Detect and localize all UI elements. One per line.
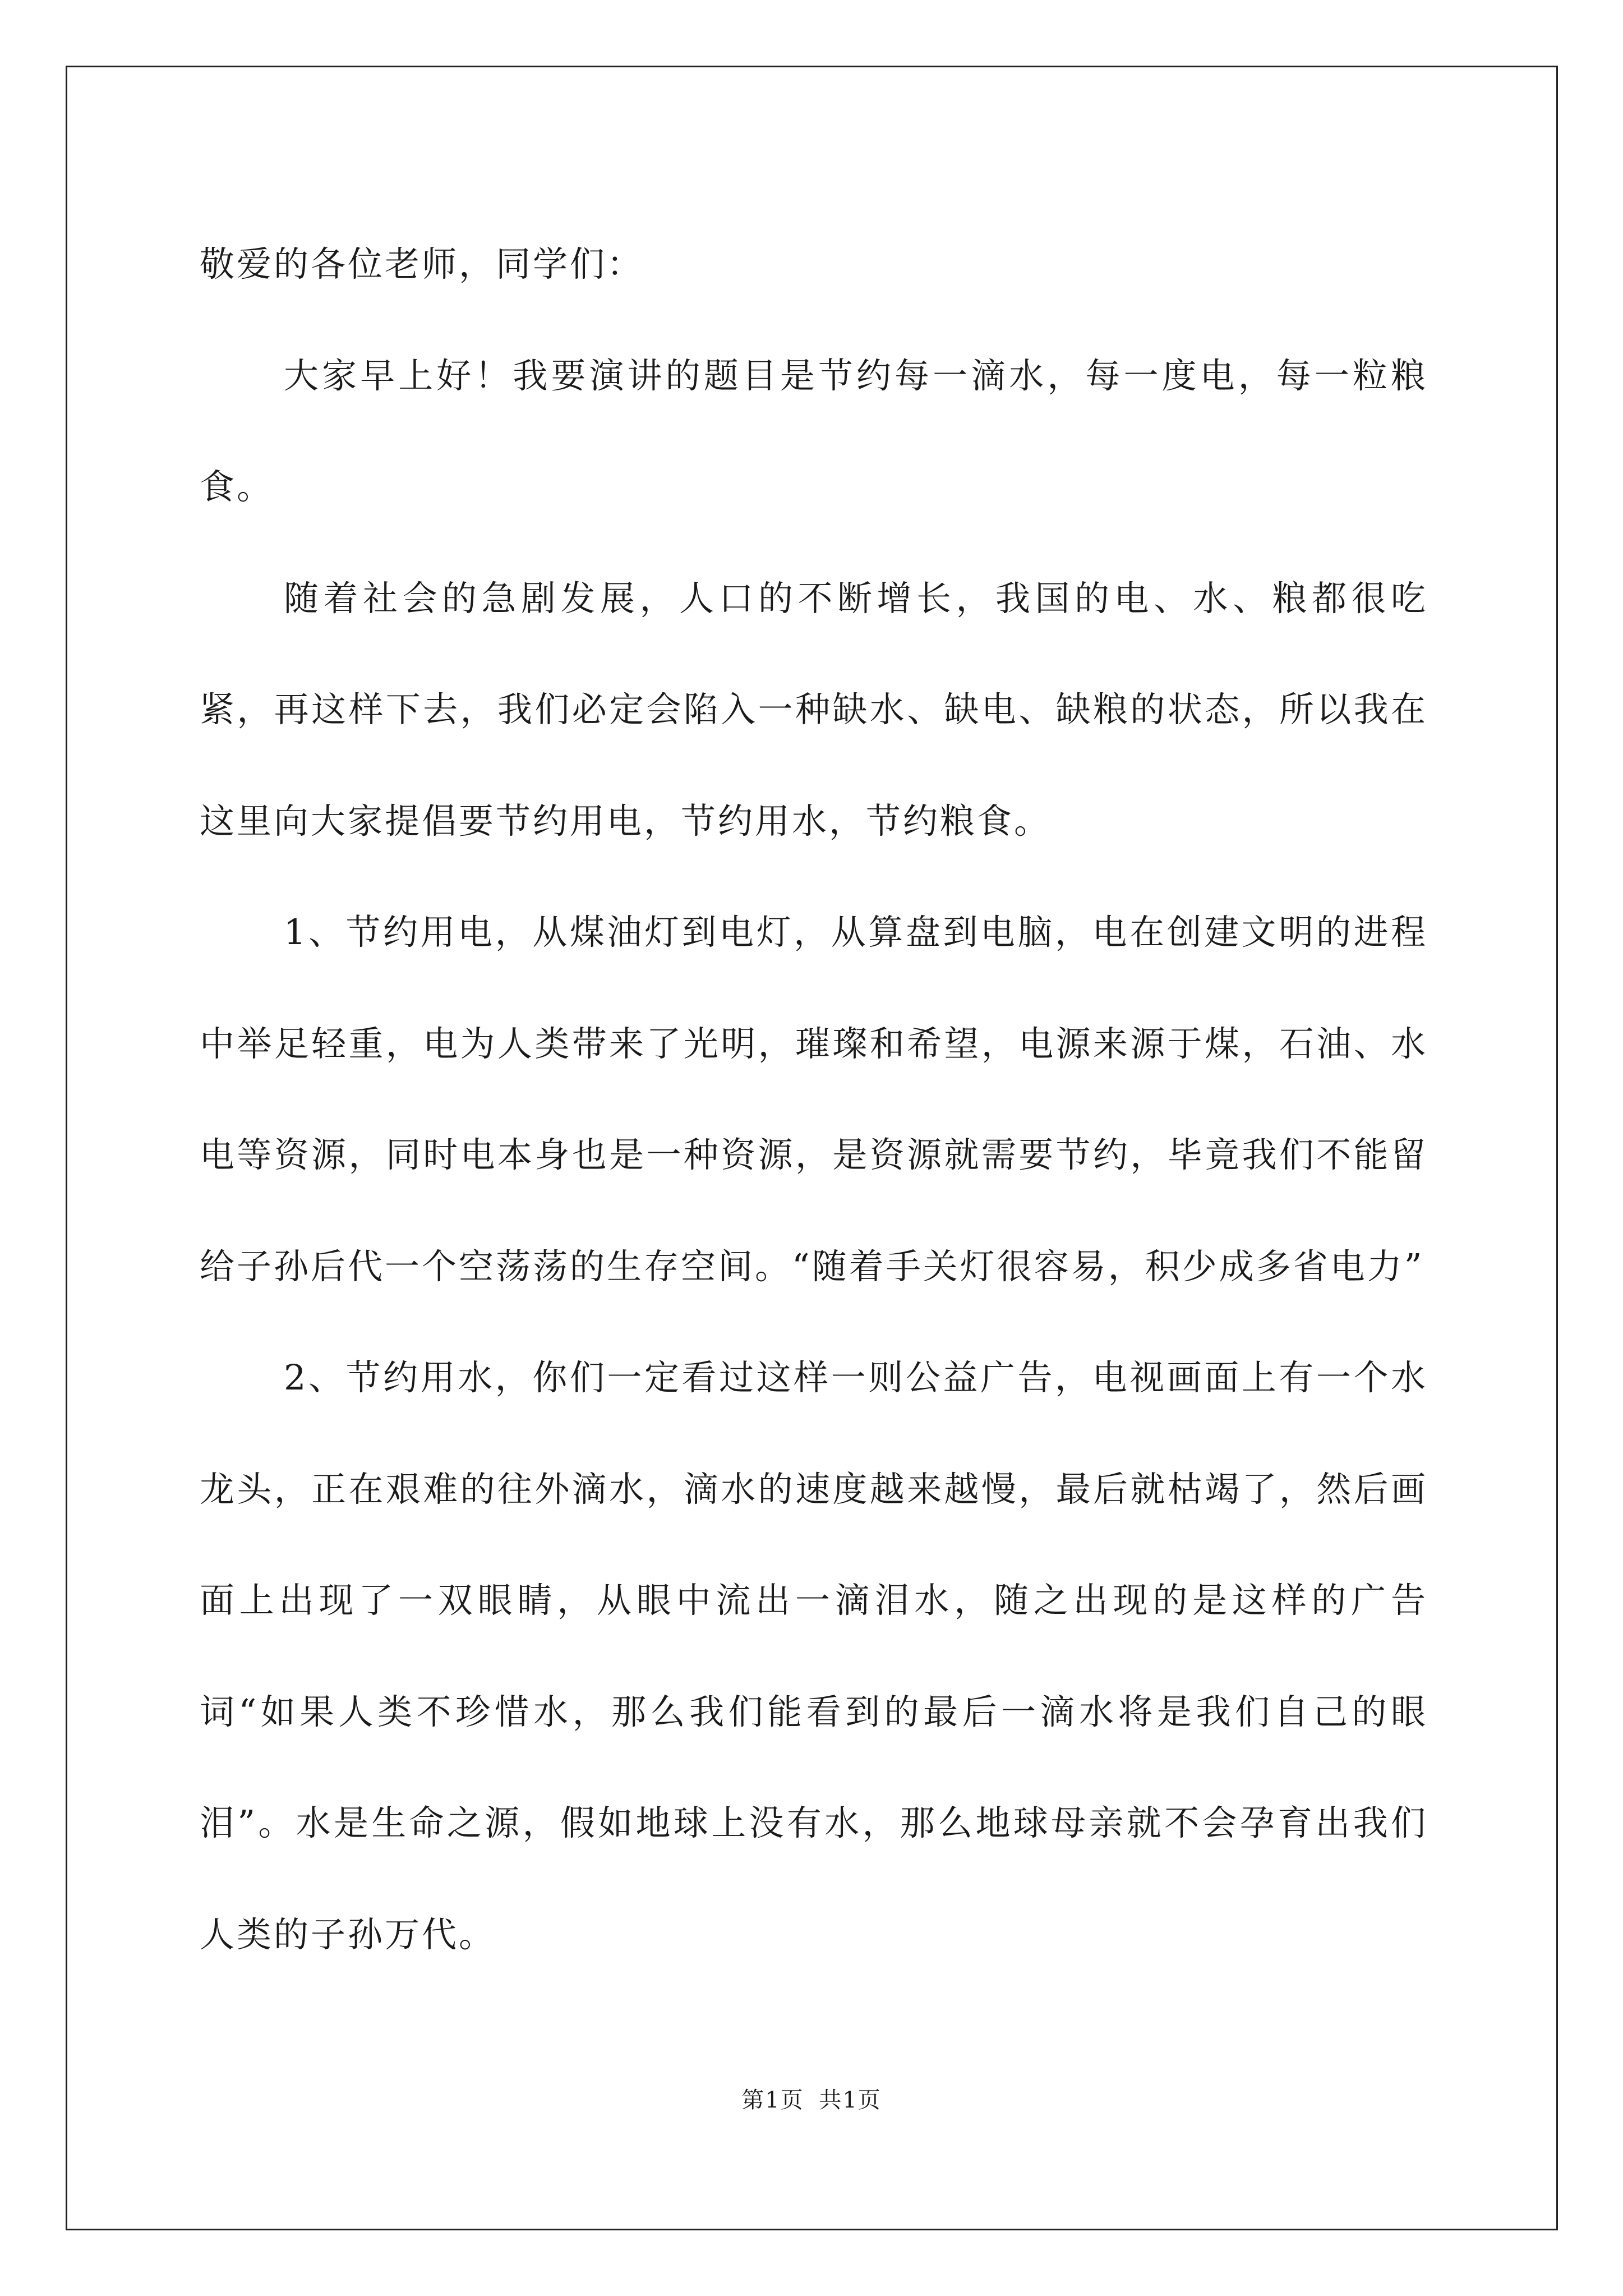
paragraph-opening: 大家早上好！我要演讲的题目是节约每一滴水，每一度电，每一粒粮食。	[200, 355, 1428, 507]
document-body	[200, 209, 1428, 1990]
greeting: 敬爱的各位老师，同学们：	[200, 243, 644, 284]
paragraph-save-water: 2、节约用水，你们一定看过这样一则公益广告，电视画面上有一个水龙头，正在艰难的往外滴水，滴水的速度越来越慢，最后就枯竭了，然后画面上出现了一双眼睛，从眼中流出一滴泪水，随之出现的是这样的广告词“如果人类不珍惜水，那么我们能看到的最后一滴水将是我们自己的眼泪”。水是生命之源，假如地球上没有水，那么地球母亲就不会孕育出我们人类的子孙万代。	[200, 1357, 1428, 1955]
page-footer	[0, 2082, 1623, 2114]
paragraph-background: 随着社会的急剧发展，人口的不断增长，我国的电、水、粮都很吃紧，再这样下去，我们必定会陷入一种缺水、缺电、缺粮的状态，所以我在这里向大家提倡要节约用电，节约用水，节约粮食。	[200, 577, 1428, 841]
paragraph-save-electricity: 1、节约用电，从煤油灯到电灯，从算盘到电脑，电在创建文明的进程中举足轻重，电为人类带来了光明，璀璨和希望，电源来源于煤，石油、水电等资源，同时电本身也是一种资源，是资源就需要节约，毕竟我们不能留给子孙后代一个空荡荡的生存空间。“随着手关灯很容易，积少成多省电力”	[200, 912, 1428, 1287]
page-number: 第1页	[741, 2087, 804, 2113]
page-total: 共1页	[819, 2087, 882, 2113]
